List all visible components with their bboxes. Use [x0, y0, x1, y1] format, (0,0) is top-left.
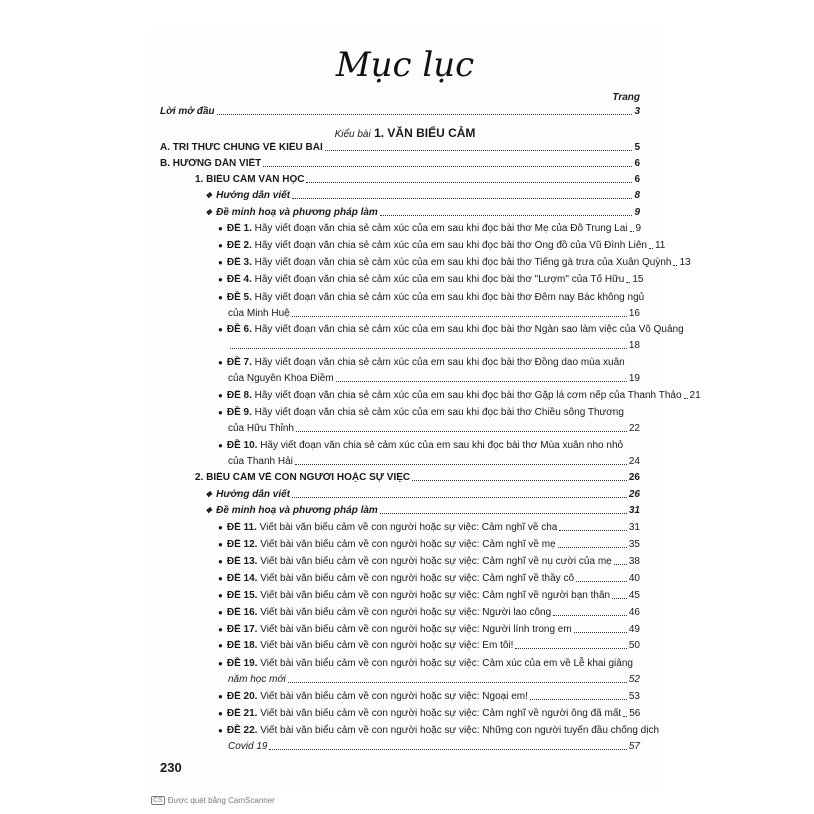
exercise-number: ĐỀ 11.	[226, 522, 257, 533]
leader-dots	[412, 480, 627, 481]
toc-entry-label: Đề minh hoạ và phương pháp làm	[216, 505, 378, 516]
toc-entry-page: 31	[628, 522, 640, 533]
circle-bullet-icon: ●	[218, 709, 223, 718]
toc-entry-page: 49	[628, 624, 640, 635]
leader-dots	[380, 215, 633, 216]
toc-entry-de-1[interactable]	[218, 223, 640, 235]
leader-dots	[649, 248, 653, 249]
exercise-number: ĐỀ 2.	[226, 240, 252, 251]
leader-dots	[336, 381, 627, 382]
toc-entry-label: B. HƯỚNG DẪN VIẾT	[160, 158, 262, 169]
leader-dots	[306, 182, 632, 183]
toc-entry-label: Hãy viết đoạn văn chia sẻ cảm xúc của em sau khi đọc bài thơ Gặp lá cơm nếp của Thanh Thảo	[254, 390, 682, 401]
toc-entry-label: Viết bài văn biểu cảm về con người hoặc sự việc: Người lính trong em	[260, 624, 572, 635]
toc-entry-de-9-cont[interactable]	[228, 423, 640, 435]
toc-entry-de-8[interactable]	[218, 390, 701, 402]
toc-entry-a[interactable]	[160, 142, 640, 154]
toc-entry-label-cont: Covid 19	[228, 741, 268, 752]
leader-dots	[292, 198, 632, 199]
exercise-number: ĐỀ 19.	[226, 658, 258, 669]
scanner-watermark	[151, 796, 275, 805]
toc-entry-page: 5	[634, 142, 640, 153]
exercise-number: ĐỀ 9.	[226, 407, 252, 418]
exercise-number: ĐỀ 12.	[226, 539, 258, 550]
toc-entry-page: 53	[628, 691, 640, 702]
toc-entry-label: Hãy viết đoạn văn chia sẻ cảm xúc của em sau khi đọc bài thơ Tiếng gà trưa của Xuân Quỳnh	[254, 257, 672, 268]
page-column-label: Trang	[612, 92, 640, 103]
exercise-number: ĐỀ 16.	[226, 607, 258, 618]
toc-entry-page: 46	[628, 607, 640, 618]
toc-entry-de-4[interactable]	[218, 274, 644, 286]
toc-entry-de-22[interactable]	[218, 725, 659, 737]
toc-entry-de-10-cont[interactable]	[228, 456, 640, 468]
toc-entry-page: 9	[635, 223, 642, 234]
toc-entry-page: 40	[628, 573, 640, 584]
toc-entry-label: Hãy viết đoạn văn chia sẻ cảm xúc của em sau khi đọc bài thơ Ngàn sao làm việc của Võ Quảng	[254, 324, 684, 335]
toc-entry-page: 11	[654, 240, 666, 251]
circle-bullet-icon: ●	[218, 557, 223, 566]
exercise-number: ĐỀ 4.	[226, 274, 252, 285]
circle-bullet-icon: ●	[218, 641, 223, 650]
circle-bullet-icon: ●	[218, 692, 223, 701]
leader-dots	[288, 682, 627, 683]
exercise-number: ĐỀ 6.	[226, 324, 252, 335]
toc-entry-label: Lời mở đầu	[160, 106, 215, 117]
leader-dots	[292, 316, 627, 317]
circle-bullet-icon: ●	[218, 358, 223, 367]
diamond-bullet-icon: ❖	[205, 208, 213, 217]
exercise-number: ĐỀ 18.	[226, 640, 258, 651]
circle-bullet-icon: ●	[218, 441, 223, 450]
toc-entry-de-22-cont[interactable]	[228, 741, 640, 753]
exercise-number: ĐỀ 10.	[226, 440, 258, 451]
leader-dots	[296, 431, 627, 432]
leader-dots	[530, 699, 627, 700]
toc-entry-de-3[interactable]	[218, 257, 691, 269]
circle-bullet-icon: ●	[218, 325, 223, 334]
toc-entry-label: 1. BIỂU CẢM VĂN HỌC	[195, 174, 305, 185]
toc-entry-label: Viết bài văn biểu cảm về con người hoặc sự việc: Cảm nghĩ về người ông đã mất	[260, 708, 622, 719]
toc-entry-de-6-cont[interactable]	[228, 340, 640, 352]
diamond-bullet-icon: ❖	[205, 490, 213, 499]
section-heading	[150, 126, 660, 140]
toc-entry-b[interactable]	[160, 158, 640, 170]
circle-bullet-icon: ●	[218, 574, 223, 583]
toc-entry-page: 16	[628, 308, 640, 319]
leader-dots	[230, 348, 627, 349]
toc-entry-examples-1[interactable]	[205, 207, 640, 219]
exercise-number: ĐỀ 14.	[226, 573, 258, 584]
circle-bullet-icon: ●	[218, 258, 223, 267]
scanner-text: Được quét bằng CamScanner	[167, 796, 275, 805]
camscanner-logo-icon: CS	[153, 797, 163, 804]
circle-bullet-icon: ●	[218, 293, 223, 302]
exercise-number: ĐỀ 17.	[226, 624, 258, 635]
document-page	[150, 30, 701, 790]
exercise-number: ĐỀ 8.	[226, 390, 252, 401]
diamond-bullet-icon: ❖	[205, 506, 213, 515]
toc-entry-label: Hãy viết đoạn văn chia sẻ cảm xúc của em sau khi đọc bài thơ Đồng dao mùa xuân	[254, 357, 625, 368]
circle-bullet-icon: ●	[218, 591, 223, 600]
toc-entry-page: 6	[634, 158, 640, 169]
toc-entry-label: Viết bài văn biểu cảm về con người hoặc sự việc: Em tôi!	[260, 640, 514, 651]
toc-entry-de-21[interactable]	[218, 708, 640, 720]
toc-entry-2[interactable]	[195, 472, 640, 484]
leader-dots	[325, 150, 633, 151]
leader-dots	[576, 581, 627, 582]
leader-dots	[626, 282, 630, 283]
toc-entry-de-13[interactable]	[218, 556, 640, 568]
toc-entry-de-5[interactable]	[218, 292, 644, 304]
toc-entry-page: 22	[628, 423, 640, 434]
toc-entry-de-11[interactable]	[218, 522, 640, 534]
toc-entry-de-19[interactable]	[218, 658, 633, 670]
toc-entry-page: 52	[628, 674, 640, 685]
toc-entry-label: Viết bài văn biểu cảm về con người hoặc sự việc: Cảm xúc của em về Lễ khai giảng	[260, 658, 633, 669]
toc-entry-guide-1[interactable]	[205, 190, 640, 202]
toc-entry-1[interactable]	[195, 174, 640, 186]
leader-dots	[217, 114, 633, 115]
circle-bullet-icon: ●	[218, 275, 223, 284]
toc-entry-de-7-cont[interactable]	[228, 373, 640, 385]
toc-entry-de-9[interactable]	[218, 407, 624, 419]
toc-entry-label-cont: năm học mới	[228, 674, 286, 685]
toc-entry-page: 3	[634, 106, 640, 117]
circle-bullet-icon: ●	[218, 523, 223, 532]
toc-entry-label-cont: của Hữu Thỉnh	[228, 423, 294, 434]
toc-entry-label: Hãy viết đoạn văn chia sẻ cảm xúc của em sau khi đọc bài thơ Ông đồ của Vũ Đình Liên	[254, 240, 647, 251]
exercise-number: ĐỀ 3.	[226, 257, 252, 268]
toc-entry-label: Hãy viết đoạn văn chia sẻ cảm xúc của em sau khi đọc bài thơ "Lượm" của Tố Hữu	[254, 274, 625, 285]
leader-dots	[684, 398, 688, 399]
toc-entry-label: Viết bài văn biểu cảm về con người hoặc sự việc: Cảm nghĩ về người bạn thân	[260, 590, 611, 601]
toc-entry-de-17[interactable]	[218, 624, 640, 636]
leader-dots	[380, 513, 627, 514]
toc-entry-de-15[interactable]	[218, 590, 640, 602]
toc-entry-label: Viết bài văn biểu cảm về con người hoặc sự việc: Ngoại em!	[260, 691, 528, 702]
toc-entry-page: 57	[628, 741, 640, 752]
leader-dots	[614, 564, 627, 565]
toc-entry-page: 26	[628, 489, 640, 500]
toc-entry-page: 19	[628, 373, 640, 384]
circle-bullet-icon: ●	[218, 391, 223, 400]
toc-entry-label: A. TRI THỨC CHUNG VỀ KIỂU BÀI	[160, 142, 323, 153]
circle-bullet-icon: ●	[218, 408, 223, 417]
toc-entry-label: Viết bài văn biểu cảm về con người hoặc sự việc: Cảm nghĩ về nụ cười của mẹ	[260, 556, 612, 567]
exercise-number: ĐỀ 13.	[226, 556, 258, 567]
toc-entry-page: 6	[634, 174, 640, 185]
circle-bullet-icon: ●	[218, 726, 223, 735]
toc-entry-label: Hướng dẫn viết	[216, 190, 291, 201]
leader-dots	[612, 598, 627, 599]
toc-entry-de-18[interactable]	[218, 640, 640, 652]
exercise-number: ĐỀ 1.	[226, 223, 252, 234]
toc-entry-label: Hãy viết đoạn văn chia sẻ cảm xúc của em sau khi đọc bài thơ Đêm nay Bác không ngủ	[254, 292, 645, 303]
toc-entry-label-cont: của Nguyễn Khoa Điềm	[228, 373, 334, 384]
section-name: 1. VĂN BIỂU CẢM	[374, 126, 476, 140]
toc-entry-page: 18	[628, 340, 640, 351]
leader-dots	[630, 231, 634, 232]
toc-entry-de-2[interactable]	[218, 240, 666, 252]
toc-entry-de-19-cont[interactable]	[228, 674, 640, 686]
toc-entry-label-cont: của Minh Huệ	[228, 308, 290, 319]
toc-entry-page: 21	[689, 390, 701, 401]
toc-entry-guide-2[interactable]	[205, 489, 640, 501]
circle-bullet-icon: ●	[218, 241, 223, 250]
leader-dots	[553, 615, 627, 616]
exercise-number: ĐỀ 22.	[226, 725, 258, 736]
toc-entry-page: 50	[628, 640, 640, 651]
toc-entry-page: 9	[634, 207, 640, 218]
toc-entry-page: 45	[628, 590, 640, 601]
toc-entry-de-7[interactable]	[218, 357, 625, 369]
toc-entry-label: 2. BIỂU CẢM VỀ CON NGƯỜI HOẶC SỰ VIỆC	[195, 472, 411, 483]
leader-dots	[559, 530, 627, 531]
toc-entry-page: 24	[628, 456, 640, 467]
toc-entry-intro[interactable]	[160, 106, 640, 118]
toc-entry-de-16[interactable]	[218, 607, 640, 619]
toc-entry-label-cont: của Thanh Hải	[228, 456, 293, 467]
toc-entry-label: Hãy viết đoạn văn chia sẻ cảm xúc của em sau khi đọc bài thơ Mẹ của Đỗ Trung Lai	[254, 223, 628, 234]
toc-entry-label: Đề minh hoạ và phương pháp làm	[216, 207, 378, 218]
page-title: Mục lục	[335, 45, 475, 85]
toc-entry-page: 56	[629, 708, 641, 719]
toc-entry-page: 38	[628, 556, 640, 567]
circle-bullet-icon: ●	[218, 659, 223, 668]
leader-dots	[269, 749, 626, 750]
exercise-number: ĐỀ 5.	[226, 292, 252, 303]
toc-entry-de-14[interactable]	[218, 573, 640, 585]
toc-entry-de-20[interactable]	[218, 691, 640, 703]
section-kind: Kiểu bài	[334, 129, 371, 140]
circle-bullet-icon: ●	[218, 608, 223, 617]
toc-entry-label: Hướng dẫn viết	[216, 489, 291, 500]
leader-dots	[263, 166, 632, 167]
toc-entry-page: 26	[628, 472, 640, 483]
toc-entry-page: 13	[679, 257, 691, 268]
toc-entry-label: Viết bài văn biểu cảm về con người hoặc sự việc: Cảm nghĩ về cha	[259, 522, 558, 533]
toc-entry-de-5-cont[interactable]	[228, 308, 640, 320]
leader-dots	[558, 547, 627, 548]
exercise-number: ĐỀ 21.	[226, 708, 258, 719]
toc-entry-page: 15	[632, 274, 644, 285]
page-number: 230	[160, 760, 182, 775]
toc-entry-de-12[interactable]	[218, 539, 640, 551]
toc-entry-label: Hãy viết đoạn văn chia sẻ cảm xúc của em sau khi đọc bài thơ Chiều sông Thương	[254, 407, 624, 418]
leader-dots	[292, 497, 627, 498]
toc-entry-page: 8	[634, 190, 640, 201]
circle-bullet-icon: ●	[218, 625, 223, 634]
toc-entry-label: Hãy viết đoạn văn chia sẻ cảm xúc của em sau khi đọc bài thơ Mùa xuân nho nhỏ	[260, 440, 624, 451]
leader-dots	[574, 632, 627, 633]
diamond-bullet-icon: ❖	[205, 191, 213, 200]
exercise-number: ĐỀ 7.	[226, 357, 252, 368]
toc-entry-label: Viết bài văn biểu cảm về con người hoặc sự việc: Cảm nghĩ về mẹ	[260, 539, 556, 550]
toc-entry-label: Viết bài văn biểu cảm về con người hoặc sự việc: Người lao công	[260, 607, 552, 618]
toc-entry-label: Viết bài văn biểu cảm về con người hoặc sự việc: Những con người tuyến đầu chống dịch	[260, 725, 660, 736]
leader-dots	[515, 648, 626, 649]
toc-entry-examples-2[interactable]	[205, 505, 640, 517]
exercise-number: ĐỀ 20.	[226, 691, 258, 702]
toc-entry-page: 35	[628, 539, 640, 550]
leader-dots	[295, 464, 627, 465]
leader-dots	[673, 265, 677, 266]
exercise-number: ĐỀ 15.	[226, 590, 258, 601]
toc-entry-de-6[interactable]	[218, 324, 684, 336]
leader-dots	[623, 716, 627, 717]
toc-entry-label: Viết bài văn biểu cảm về con người hoặc sự việc: Cảm nghĩ về thầy cô	[260, 573, 575, 584]
circle-bullet-icon: ●	[218, 540, 223, 549]
toc-entry-de-10[interactable]	[218, 440, 623, 452]
circle-bullet-icon: ●	[218, 224, 223, 233]
toc-entry-page: 31	[628, 505, 640, 516]
